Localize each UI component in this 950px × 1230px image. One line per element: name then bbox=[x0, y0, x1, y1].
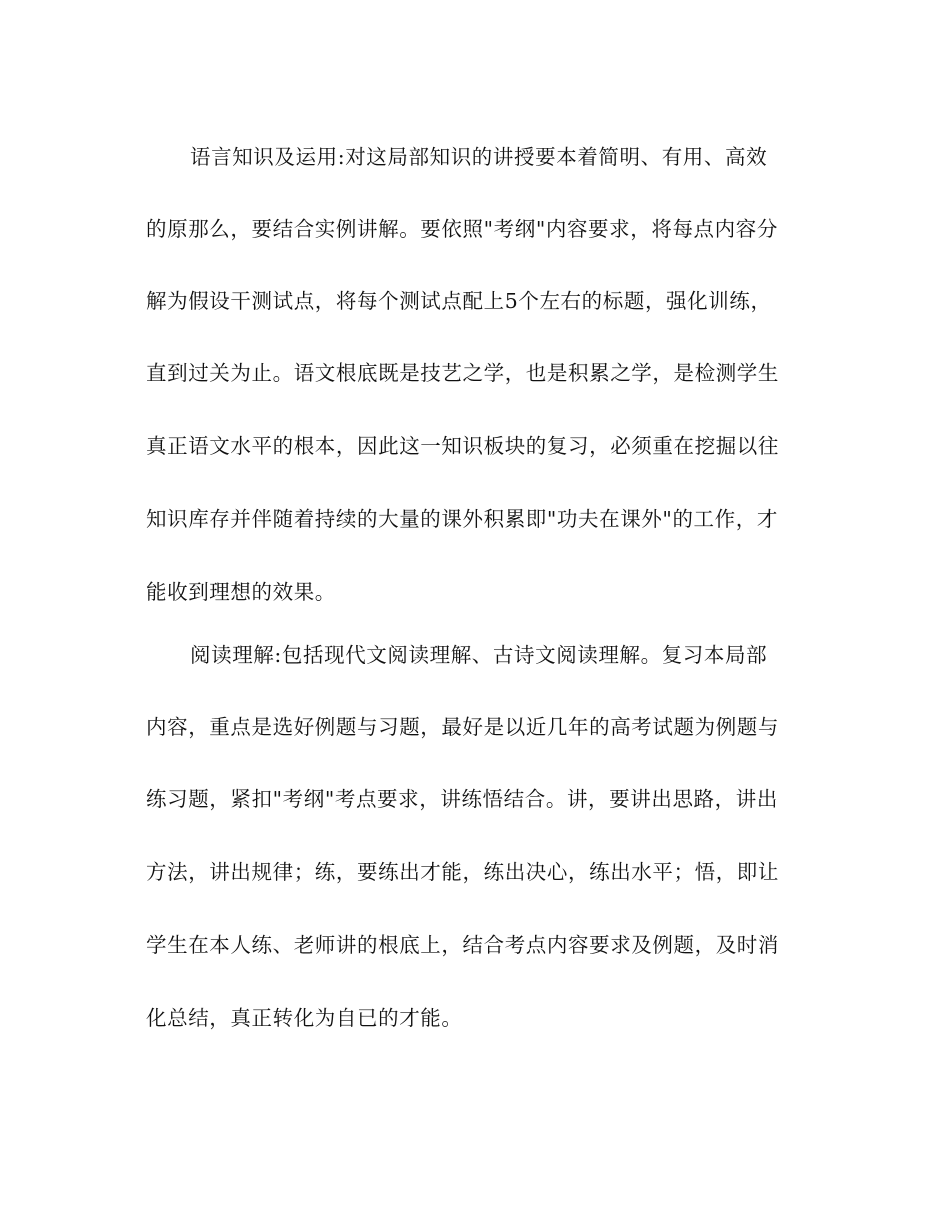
paragraph-1-line-1: 语言知识及运用:对这局部知识的讲授要本着简明、有用、高效 bbox=[190, 145, 768, 169]
paragraph-2-line-4: 方法，讲出规律；练，要练出才能，练出决心，练出水平；悟，即让 bbox=[146, 860, 779, 884]
paragraph-2-line-5: 学生在本人练、老师讲的根底上，结合考点内容要求及例题，及时消 bbox=[146, 933, 779, 957]
paragraph-1-line-4: 直到过关为止。语文根底既是技艺之学，也是积累之学，是检测学生 bbox=[146, 361, 779, 385]
paragraph-1-line-2: 的原那么，要结合实例讲解。要依照"考纲"内容要求，将每点内容分 bbox=[146, 217, 778, 241]
paragraph-2-line-2: 内容，重点是选好例题与习题，最好是以近几年的高考试题为例题与 bbox=[146, 715, 779, 739]
paragraph-1-line-7: 能收到理想的效果。 bbox=[146, 580, 336, 604]
paragraph-1-line-5: 真正语文水平的根本，因此这一知识板块的复习，必须重在挖掘以往 bbox=[146, 434, 779, 458]
paragraph-2-line-3: 练习题，紧扣"考纲"考点要求，讲练悟结合。讲，要讲出思路，讲出 bbox=[146, 787, 778, 811]
paragraph-2-line-1: 阅读理解:包括现代文阅读理解、古诗文阅读理解。复习本局部 bbox=[190, 643, 768, 667]
paragraph-2-line-6: 化总结，真正转化为自已的才能。 bbox=[146, 1006, 463, 1030]
paragraph-1-line-3: 解为假设干测试点，将每个测试点配上5个左右的标题，强化训练， bbox=[146, 289, 772, 313]
paragraph-1-line-6: 知识库存并伴随着持续的大量的课外积累即"功夫在课外"的工作，才 bbox=[146, 507, 778, 531]
